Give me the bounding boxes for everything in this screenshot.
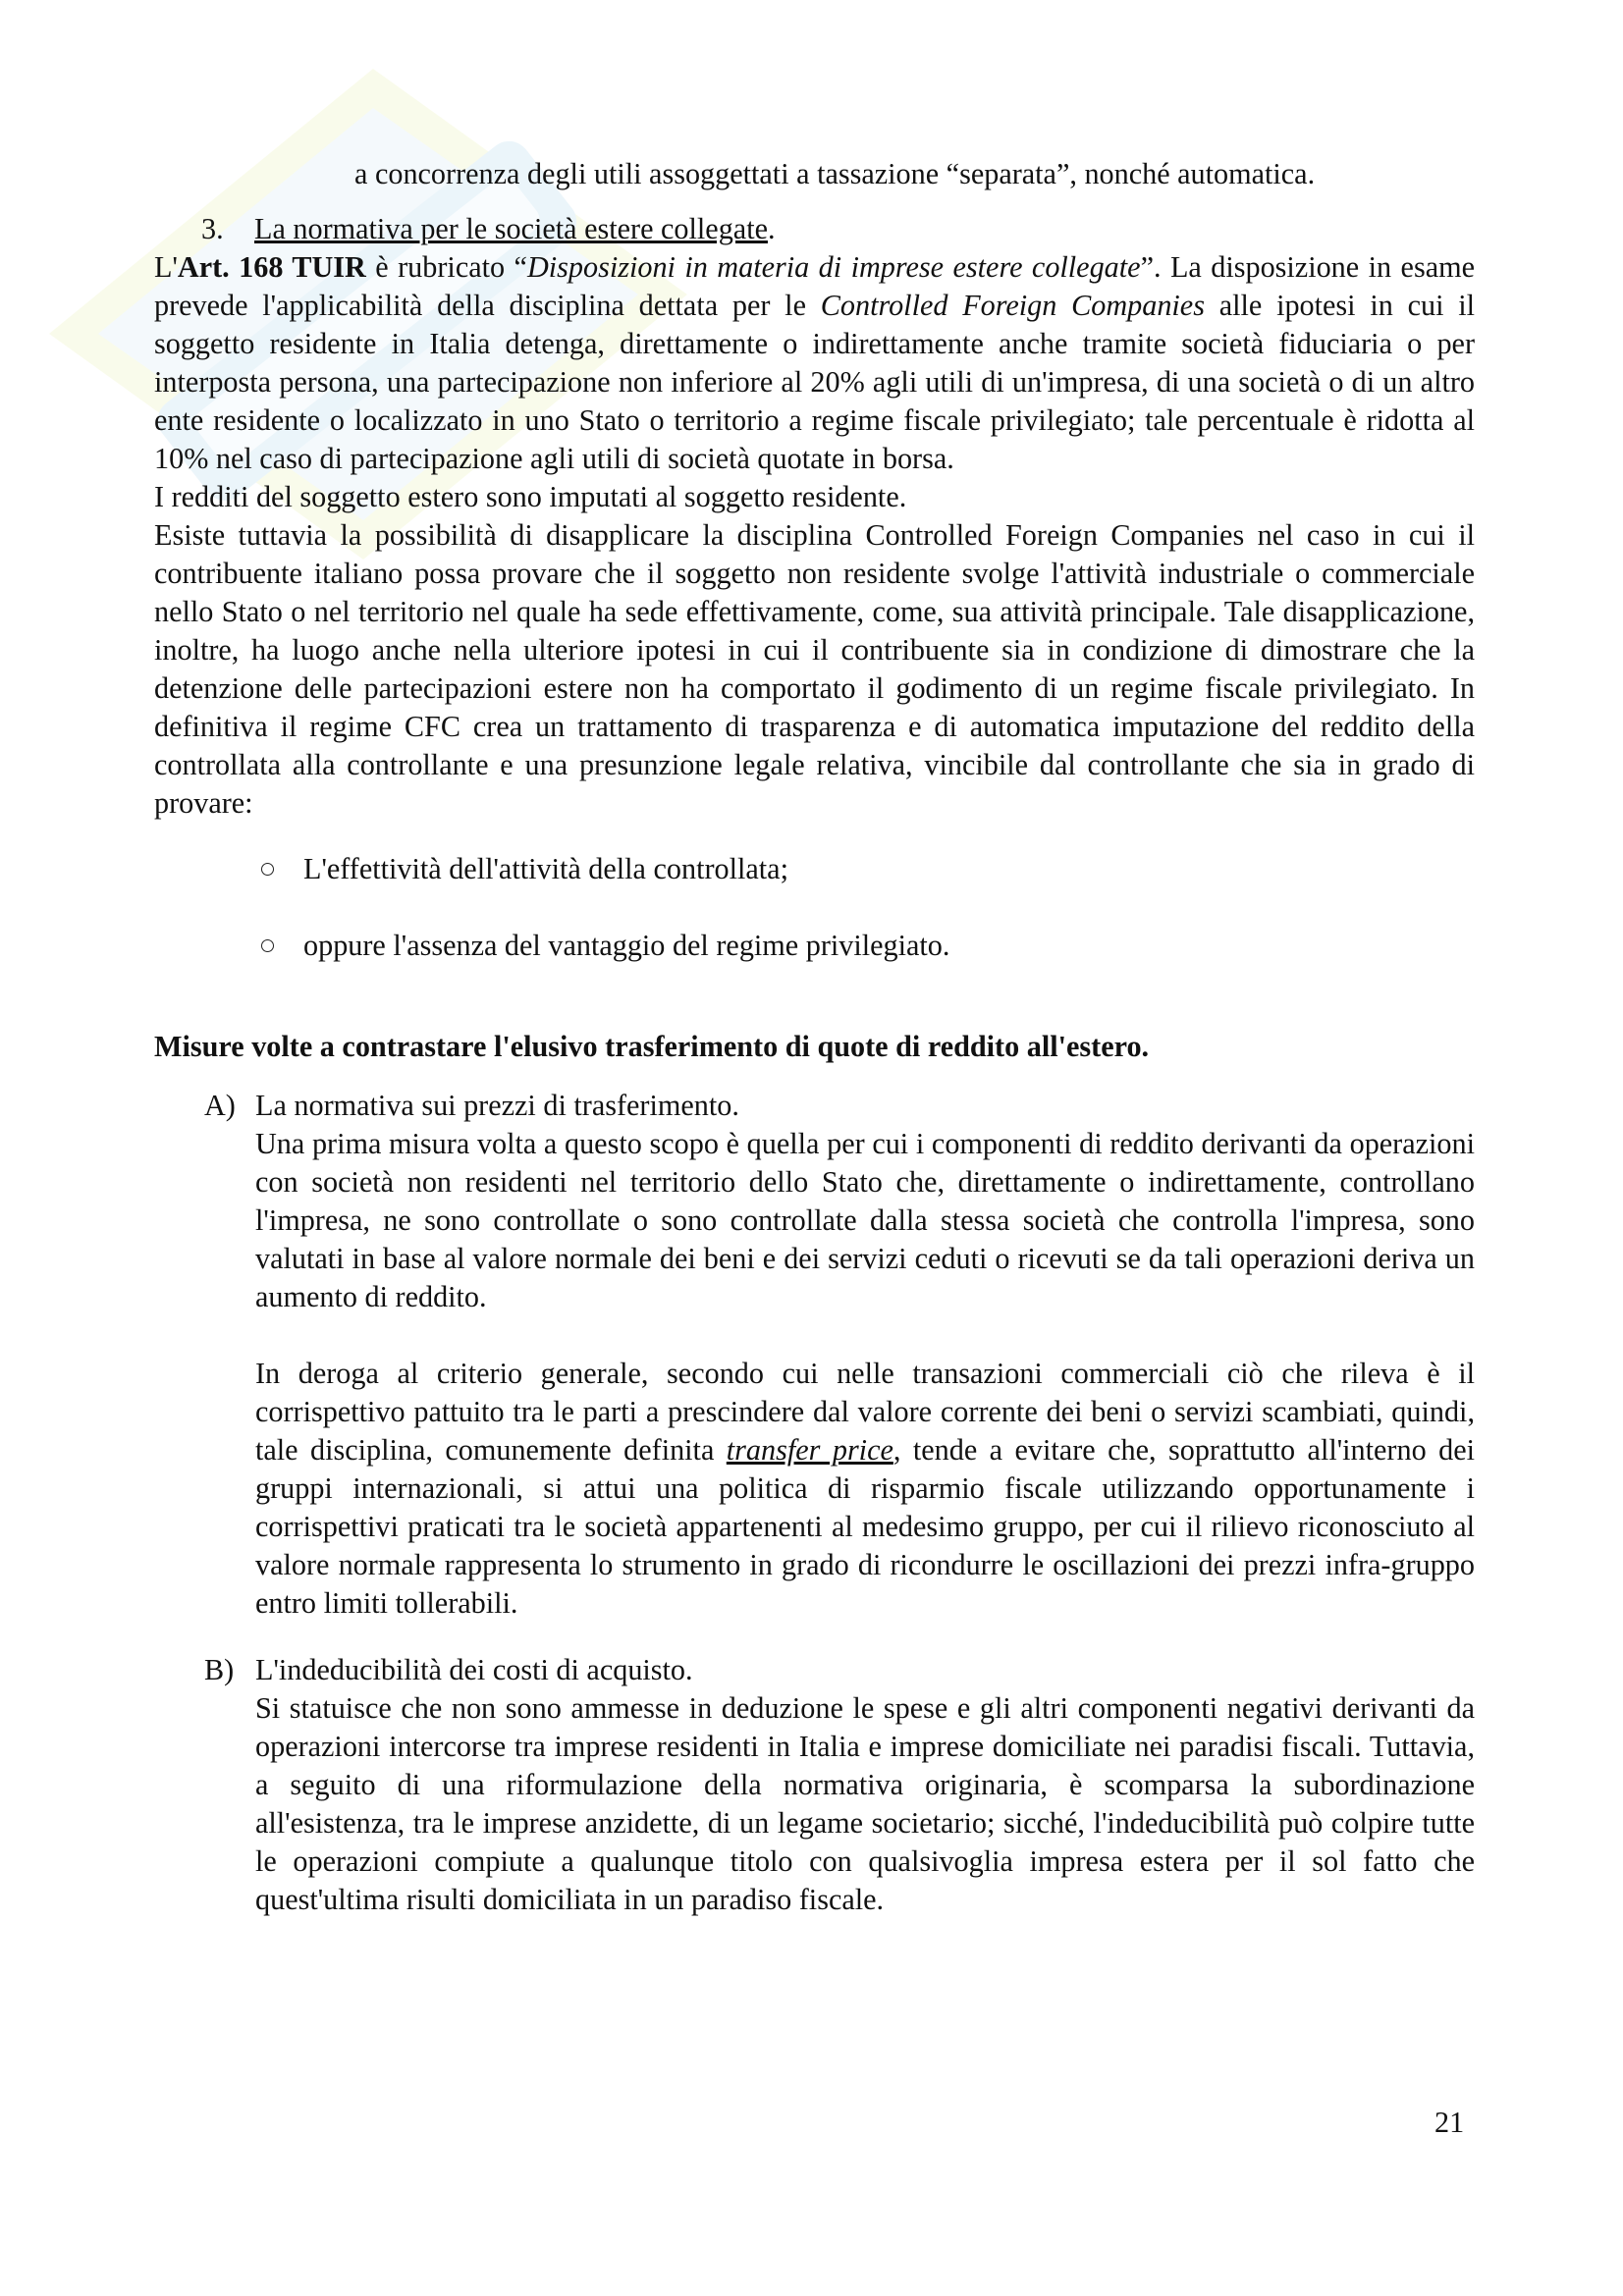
circle-bullet-icon: [261, 939, 274, 952]
intro-continuation: a concorrenza degli utili assoggettati a tassazione “separata”, nonché automatica.: [354, 157, 1316, 190]
subsection-a-title: La normativa sui prezzi di trasferimento.: [255, 1089, 739, 1122]
subsection-b-paragraph-1: Si statuisce che non sono ammesse in deduzione le spese e gli altri componenti negativi derivanti da operazioni intercorse tra imprese residenti in Italia e imprese domiciliate nei paradisi fiscali. Tuttavia, a seguito di una riformulazione della normativa originaria, è scomparsa la subordinazione all'esistenza, tra le imprese anzidette, di un legame societario; sicché, l'indeducibilità può colpire tutte le operazioni compiute a qualunque titolo con qualsivoglia impresa estera per il sol fatto che quest'ultima risulti domiciliata in un paradiso fiscale.: [255, 1691, 1475, 1916]
subsection-b-letter: B): [204, 1653, 235, 1686]
measures-heading: Misure volte a contrastare l'elusivo trasferimento di quote di reddito all'estero.: [154, 1030, 1150, 1063]
subsection-b: [154, 1651, 1475, 1919]
transfer-price-term: transfer price: [726, 1433, 893, 1467]
section-3-title: La normativa per le società estere collegate: [254, 212, 768, 245]
article-reference: Art. 168 TUIR: [177, 250, 366, 284]
document-body: [154, 155, 1475, 1919]
section-3-paragraph-1: L'Art. 168 TUIR è rubricato “Disposizioni in materia di imprese estere collegate”. La disposizione in esame prevede l'applicabilità della disciplina dettata per le Controlled Foreign Companies alle ipotesi in cui il soggetto residente in Italia detenga, direttamente o indirettamente anche tramite società fiduciaria o per interposta persona, una partecipazione non inferiore al 20% agli utili di un'impresa, di una società o di un altro ente residente o localizzato in uno Stato o territorio a regime fiscale privilegiato; tale percentuale è ridotta al 10% nel caso di partecipazione agli utili di società quotate in borsa.: [154, 250, 1475, 475]
page-number: 21: [1434, 2106, 1465, 2139]
cfc-term: Controlled Foreign Companies: [820, 289, 1205, 322]
subsection-a: [154, 1087, 1475, 1623]
article-title: Disposizioni in materia di imprese estere collegate: [526, 250, 1141, 284]
subsection-a-letter: A): [204, 1089, 236, 1122]
section-3-heading: 3. La normativa per le società estere collegate.: [154, 210, 1475, 248]
list-item: L'effettività dell'attività della controllata;: [154, 850, 1475, 888]
list-item: oppure l'assenza del vantaggio del regime privilegiato.: [154, 927, 1475, 965]
section-3-number: 3.: [201, 212, 224, 245]
subsection-a-paragraph-1: Una prima misura volta a questo scopo è quella per cui i componenti di reddito derivanti da operazioni con società non residenti nel territorio dello Stato che, direttamente o indirettamente, controllano l'impresa, ne sono controllate o sono controllate dalla stessa società che controlla l'impresa, sono valutati in base al valore normale dei beni e dei servizi ceduti o ricevuti se da tali operazioni deriva un aumento di reddito.: [255, 1127, 1475, 1313]
section-3-paragraph-3: Esiste tuttavia la possibilità di disapplicare la disciplina Controlled Foreign Companies nel caso in cui il contribuente italiano possa provare che il soggetto non residente svolge l'attività industriale o commerciale nello Stato o nel territorio nel quale ha sede effettivamente, come, sua attività principale. Tale disapplicazione, inoltre, ha luogo anche nella ulteriore ipotesi in cui il contribuente sia in condizione di dimostrare che la detenzione delle partecipazioni estere non ha comportato il godimento di un regime fiscale privilegiato. In definitiva il regime CFC crea un trattamento di trasparenza e di automatica imputazione del reddito della controllata alla controllante e una presunzione legale relativa, vincibile dal controllante che sia in grado di provare:: [154, 518, 1475, 820]
subsection-b-title: L'indeducibilità dei costi di acquisto.: [255, 1653, 693, 1686]
circle-bullet-icon: [261, 863, 274, 876]
section-3-paragraph-2: I redditi del soggetto estero sono imputati al soggetto residente.: [154, 480, 907, 513]
subsection-a-paragraph-2: In deroga al criterio generale, secondo cui nelle transazioni commerciali ciò che rileva è il corrispettivo pattuito tra le parti a prescindere dal valore corrente dei beni o servizi scambiati, quindi, tale disciplina, comunemente definita transfer price, tende a evitare che, soprattutto all'interno dei gruppi internazionali, si attui una politica di risparmio fiscale utilizzando opportunamente i corrispettivi praticati tra le società appartenenti al medesimo gruppo, per cui il rilievo riconosciuto al valore normale rappresenta lo strumento in grado di ricondurre le oscillazioni dei prezzi infra-gruppo entro limiti tollerabili.: [255, 1357, 1475, 1620]
conditions-list: [154, 850, 1475, 965]
